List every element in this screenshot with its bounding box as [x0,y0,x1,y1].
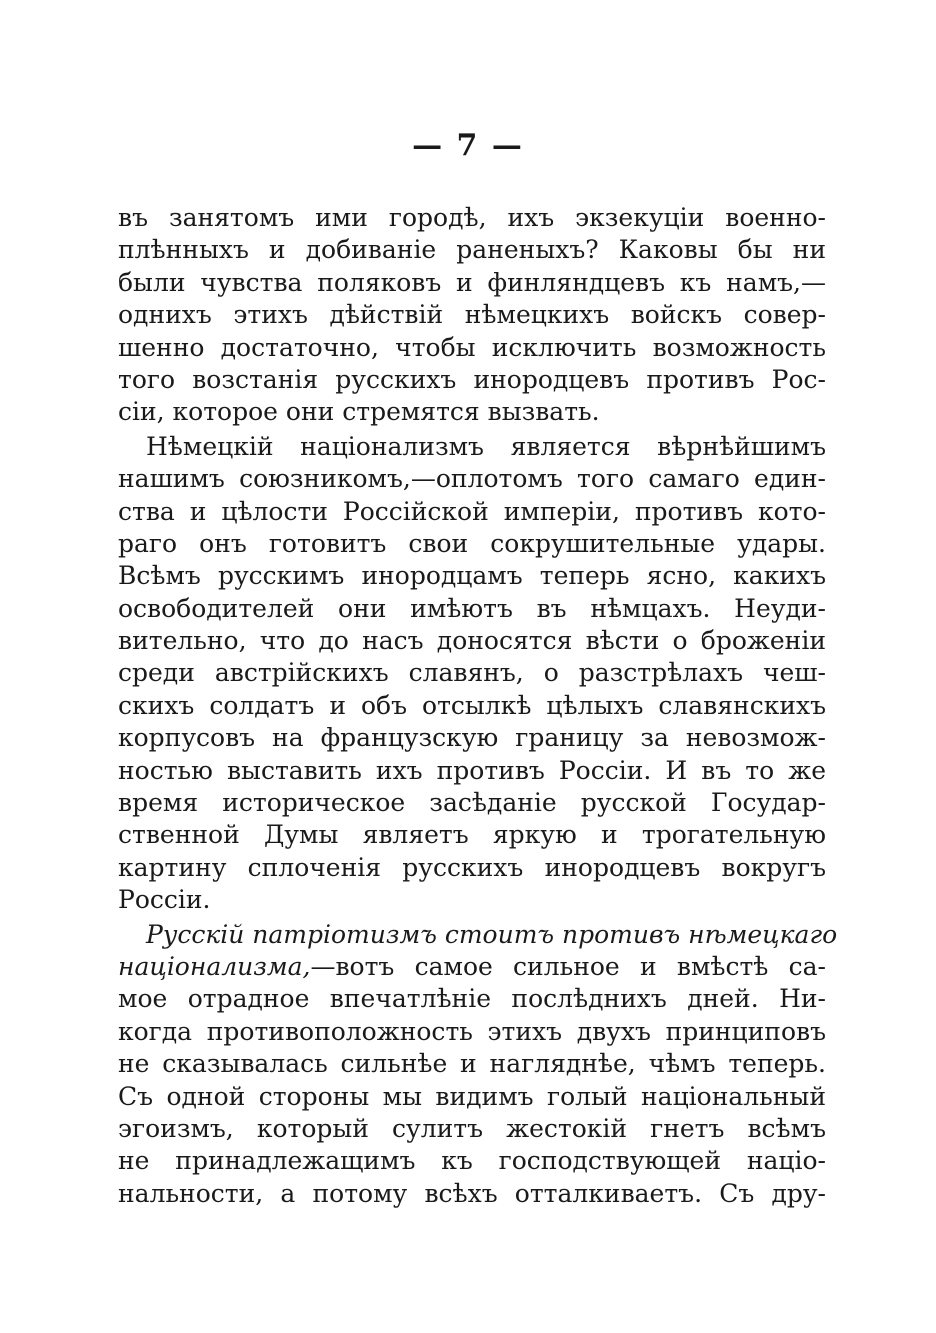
text-line: не принадлежащимъ къ господствующей націо- [118,1146,826,1176]
text-line: Нѣмецкій націонализмъ является вѣрнѣйшимъ [146,431,826,461]
paragraph-1 [118,202,826,429]
text-line: ства и цѣлости Россійской имперіи, противъ кото- [118,496,826,526]
text-line: однихъ этихъ дѣйствій нѣмецкихъ войскъ совер- [118,300,826,330]
text-line: вительно, что до насъ доносятся вѣсти о броженіи [118,626,826,656]
body-text [118,202,838,1210]
text-line: нальности, а потому всѣхъ отталкиваетъ. Съ дру- [118,1178,826,1208]
text-line: время историческое засѣданіе русской Государ- [118,788,826,818]
text-line: когда противоположность этихъ двухъ принциповъ [118,1016,826,1046]
paragraph-3 [118,919,838,1211]
text-line: Съ одной стороны мы видимъ голый національный [118,1081,826,1111]
text-line: нашимъ союзникомъ,—оплотомъ того самаго един- [118,464,826,494]
italic-phrase: націонализма, [118,951,311,981]
text-line: были чувства поляковъ и финляндцевъ къ намъ,— [118,267,826,297]
page-number: — 7 — [412,128,524,163]
text-line: среди австрійскихъ славянъ, о разстрѣлахъ чеш- [118,658,826,688]
text-line: картину сплоченія русскихъ инородцевъ вокругъ [118,852,826,882]
text-line: раго онъ готовитъ свои сокрушительные удары. [118,528,826,558]
italic-text-line: Русскій патріотизмъ стоитъ противъ нѣмецкаго [146,919,838,949]
text-line: корпусовъ на французскую границу за невозмож- [118,723,826,753]
text-line: того возстанія русскихъ инородцевъ противъ Рос- [118,364,826,394]
text-line [118,951,826,983]
paragraph-2 [118,431,826,917]
text-line: сіи, которое они стремятся вызвать. [118,397,600,427]
text-line: въ занятомъ ими городѣ, ихъ экзекуціи военно- [118,203,826,232]
text-line: мое отрадное впечатлѣніе послѣднихъ дней. Ни- [118,984,826,1014]
text-line: не сказывалась сильнѣе и нагляднѣе, чѣмъ теперь. [118,1049,826,1079]
text-line: Россіи. [118,885,211,915]
text-line: плѣнныхъ и добиваніе раненыхъ? Каковы бы ни [118,235,826,265]
text-line: ственной Думы являетъ яркую и трогательную [118,820,826,850]
text-line: Всѣмъ русскимъ инородцамъ теперь ясно, какихъ [118,561,826,591]
text-line: эгоизмъ, который сулитъ жестокій гнетъ всѣмъ [118,1113,826,1143]
text-line: скихъ солдатъ и объ отсылкѣ цѣлыхъ славянскихъ [118,690,826,720]
text-line: ностью выставить ихъ противъ Россіи. И въ то же [118,755,826,785]
text-line: шенно достаточно, чтобы исключить возможность [118,332,826,362]
text-fragment: —вотъ самое сильное и вмѣстѣ са- [310,951,826,981]
text-line: освободителей они имѣютъ въ нѣмцахъ. Неуди- [118,593,826,623]
